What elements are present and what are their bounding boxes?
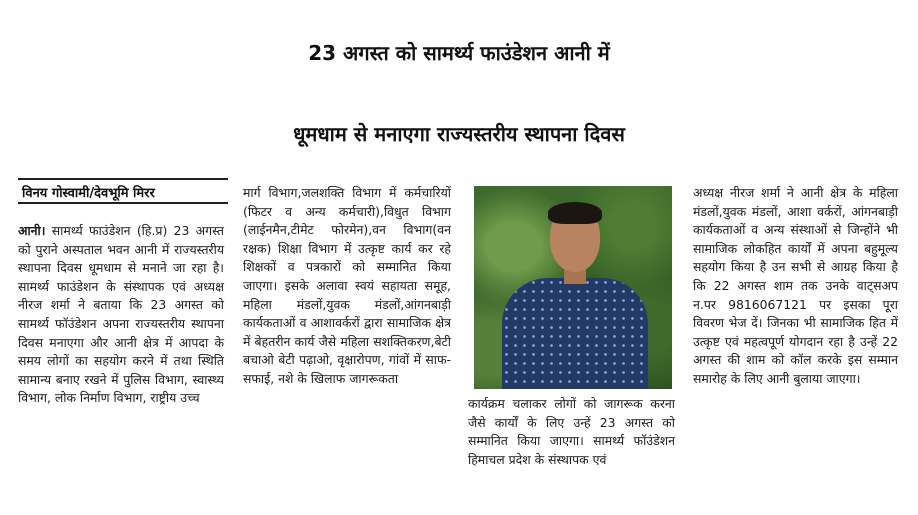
article-column-3 [468,395,675,469]
column-3-text: कार्यक्रम चलाकर लोगों को जागरूक करना जैसे कार्यों के लिए उन्हें 23 अगस्त को सम्मानित किया जाएगा। सामर्थ्य फॉउंडेशन हिमाचल प्रदेश के संस्थापक एवं [468,396,675,467]
column-1-text: सामर्थ्य फाउंडेशन (हि.प्र) 23 अगस्त को पुराने अस्पताल भवन आनी में राज्यस्तरीय स्थापना दिवस धूमधाम से मनाने जा रहा है। सामर्थ्य फाउंडेशन के संस्थापक एवं अध्यक्ष नीरज शर्मा ने बताया कि 23 अगस्त को सामर्थ्य फॉउंडेशन अपना राज्यस्तरीय स्थापना दिवस मनाएगा और आनी क्षेत्र में आपदा के समय लोगों का सहयोग करने में तथा स्थिति सामान्य बनाए रखने में पुलिस विभाग, स्वास्थ्य विभाग, लोक निर्माण विभाग, राष्ट्रीय उच्च [18,223,224,406]
person-shirt [502,278,648,389]
article-column-2 [243,184,451,389]
headline-line-2: धूमधाम से मनाएगा राज्यस्तरीय स्थापना दिवस [293,122,625,146]
article-column-1 [18,222,224,408]
headline-line-1: 23 अगस्त को सामर्थ्य फाउंडेशन आनी में [308,41,610,65]
dateline: आनी। [18,223,46,238]
person-hair [548,202,602,224]
byline-rule-top [18,178,228,180]
byline-rule-bottom [18,202,228,204]
column-4-text: अध्यक्ष नीरज शर्मा ने आनी क्षेत्र के महिला मंडलों,युवक मंडलों, आशा वर्करों, आंगनबाड़ी कार्यकताओं व अन्य संस्थाओं से जिन्होंने भी सामाजिक लोकहित कार्यों में अपना बहुमूल्य सहयोग किया है उन सभी से आग्रह किया है कि 22 अगस्त शाम तक उनके वाट्सअप न.पर 9816067121 पर इसका पूरा विवरण भेज दें। जिनका भी सामाजिक हित में उत्कृष्ट एवं महत्वपूर्ण योगदान रहा है उन्हें 22 अगस्त की शाम को कॉल करके इस सम्मान समारोह के लिए आनी बुलाया जाएगा। [693,185,898,386]
article-column-4 [693,184,898,389]
column-2-text: मार्ग विभाग,जलशक्ति विभाग में कर्मचारियों (फिटर व अन्य कर्मचारी),विधुत विभाग (लाईनमैन,टीमेट फोरमेन),वन विभाग(वन रक्षक) शिक्षा विभाग में उत्कृष्ट कार्य कर रहे शिक्षकों व पत्रकारों को सम्मानित किया जाएगा। इसके अलावा स्वयं सहायता समूह, महिला मंडलों,युवक मंडलों,आंगनबाड़ी कार्यकताओं व आशावर्करों द्वारा सामाजिक क्षेत्र में बेहतरीन कार्य जैसे महिला सशक्तिकरण,बेटी बचाओ बेटी पढ़ाओ, वृक्षारोपण, गांवों में साफ-सफाई, नशे के खिलाफ जागरूकता [243,185,451,386]
portrait-photo [474,186,672,389]
byline: विनय गोस्वामी/देवभूमि मिरर [22,186,155,201]
